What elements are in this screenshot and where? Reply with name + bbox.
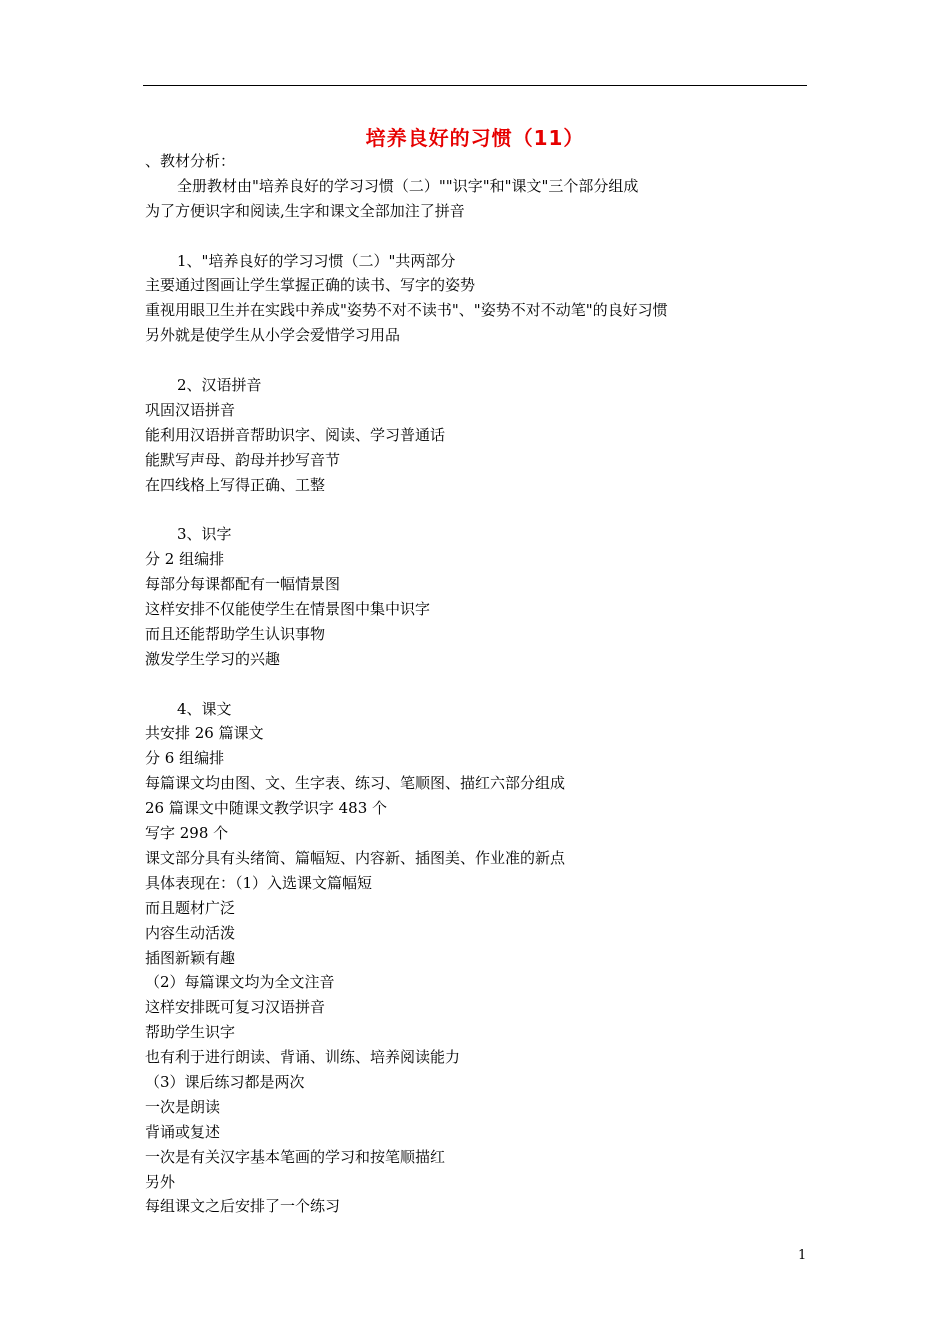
- text-line: 激发学生学习的兴趣: [145, 649, 281, 668]
- text-line: 课文部分具有头绪简、篇幅短、内容新、插图美、作业准的新点: [145, 848, 566, 867]
- text-line: 帮助学生识字: [145, 1023, 236, 1042]
- text-line: 写字 298 个: [145, 824, 229, 843]
- text-line: 一次是朗读: [145, 1097, 221, 1116]
- blank-line: [145, 497, 825, 522]
- blank-line: [145, 224, 825, 249]
- text-line: 这样安排不仅能使学生在情景图中集中识字: [145, 600, 431, 619]
- text-line: 另外就是使学生从小学会爱惜学习用品: [145, 326, 401, 345]
- header-rule: [143, 85, 807, 86]
- text-line: 每篇课文均由图、文、生字表、练习、笔顺图、描红六部分组成: [145, 774, 566, 793]
- text-line: 这样安排既可复习汉语拼音: [145, 998, 326, 1017]
- text-line: 也有利于进行朗读、背诵、训练、培养阅读能力: [145, 1048, 461, 1067]
- text-line: 2、汉语拼音: [177, 376, 262, 395]
- page-title: 培养良好的习惯（11）: [365, 126, 585, 150]
- text-line: 26 篇课文中随课文教学识字 483 个: [145, 799, 388, 818]
- text-line: 重视用眼卫生并在实践中养成"姿势不对不读书"、"姿势不对不动笔"的良好习惯: [145, 301, 668, 320]
- text-line: 另外: [145, 1172, 176, 1191]
- text-line: 巩固汉语拼音: [145, 400, 236, 419]
- text-line: 而且还能帮助学生认识事物: [145, 624, 326, 643]
- text-line: 分 2 组编排: [145, 550, 225, 569]
- text-line: 插图新颖有趣: [145, 948, 236, 967]
- blank-line: [145, 672, 825, 697]
- text-line: 3、识字: [177, 525, 232, 544]
- text-line: 能默写声母、韵母并抄写音节: [145, 450, 341, 469]
- text-line: 为了方便识字和阅读,生字和课文全部加注了拼音: [145, 201, 465, 220]
- text-line: 在四线格上写得正确、工整: [145, 475, 326, 494]
- text-line: 一次是有关汉字基本笔画的学习和按笔顺描红: [145, 1147, 446, 1166]
- text-line: 分 6 组编排: [145, 749, 225, 768]
- document-body: [145, 149, 825, 1219]
- text-line: 具体表现在：（1）入选课文篇幅短: [145, 873, 373, 892]
- text-line: 内容生动活泼: [145, 923, 236, 942]
- text-line: 背诵或复述: [145, 1122, 221, 1141]
- text-line: （3）课后练习都是两次: [145, 1072, 305, 1091]
- blank-line: [145, 348, 825, 373]
- text-line: 而且题材广泛: [145, 898, 236, 917]
- text-line: 每部分每课都配有一幅情景图: [145, 575, 341, 594]
- text-line: 全册教材由"培养良好的学习习惯（二）""识字"和"课文"三个部分组成: [177, 176, 639, 195]
- text-line: 1、"培养良好的学习习惯（二）"共两部分: [177, 251, 456, 270]
- page-number: 1: [798, 1248, 807, 1263]
- text-line: 主要通过图画让学生掌握正确的读书、写字的姿势: [145, 276, 476, 295]
- text-line: （2）每篇课文均为全文注音: [145, 973, 335, 992]
- text-line: 4、课文: [177, 699, 232, 718]
- text-line: 能利用汉语拼音帮助识字、阅读、学习普通话: [145, 425, 446, 444]
- text-line: 共安排 26 篇课文: [145, 724, 264, 743]
- text-line: 每组课文之后安排了一个练习: [145, 1197, 341, 1216]
- text-line: 、教材分析：: [145, 152, 236, 170]
